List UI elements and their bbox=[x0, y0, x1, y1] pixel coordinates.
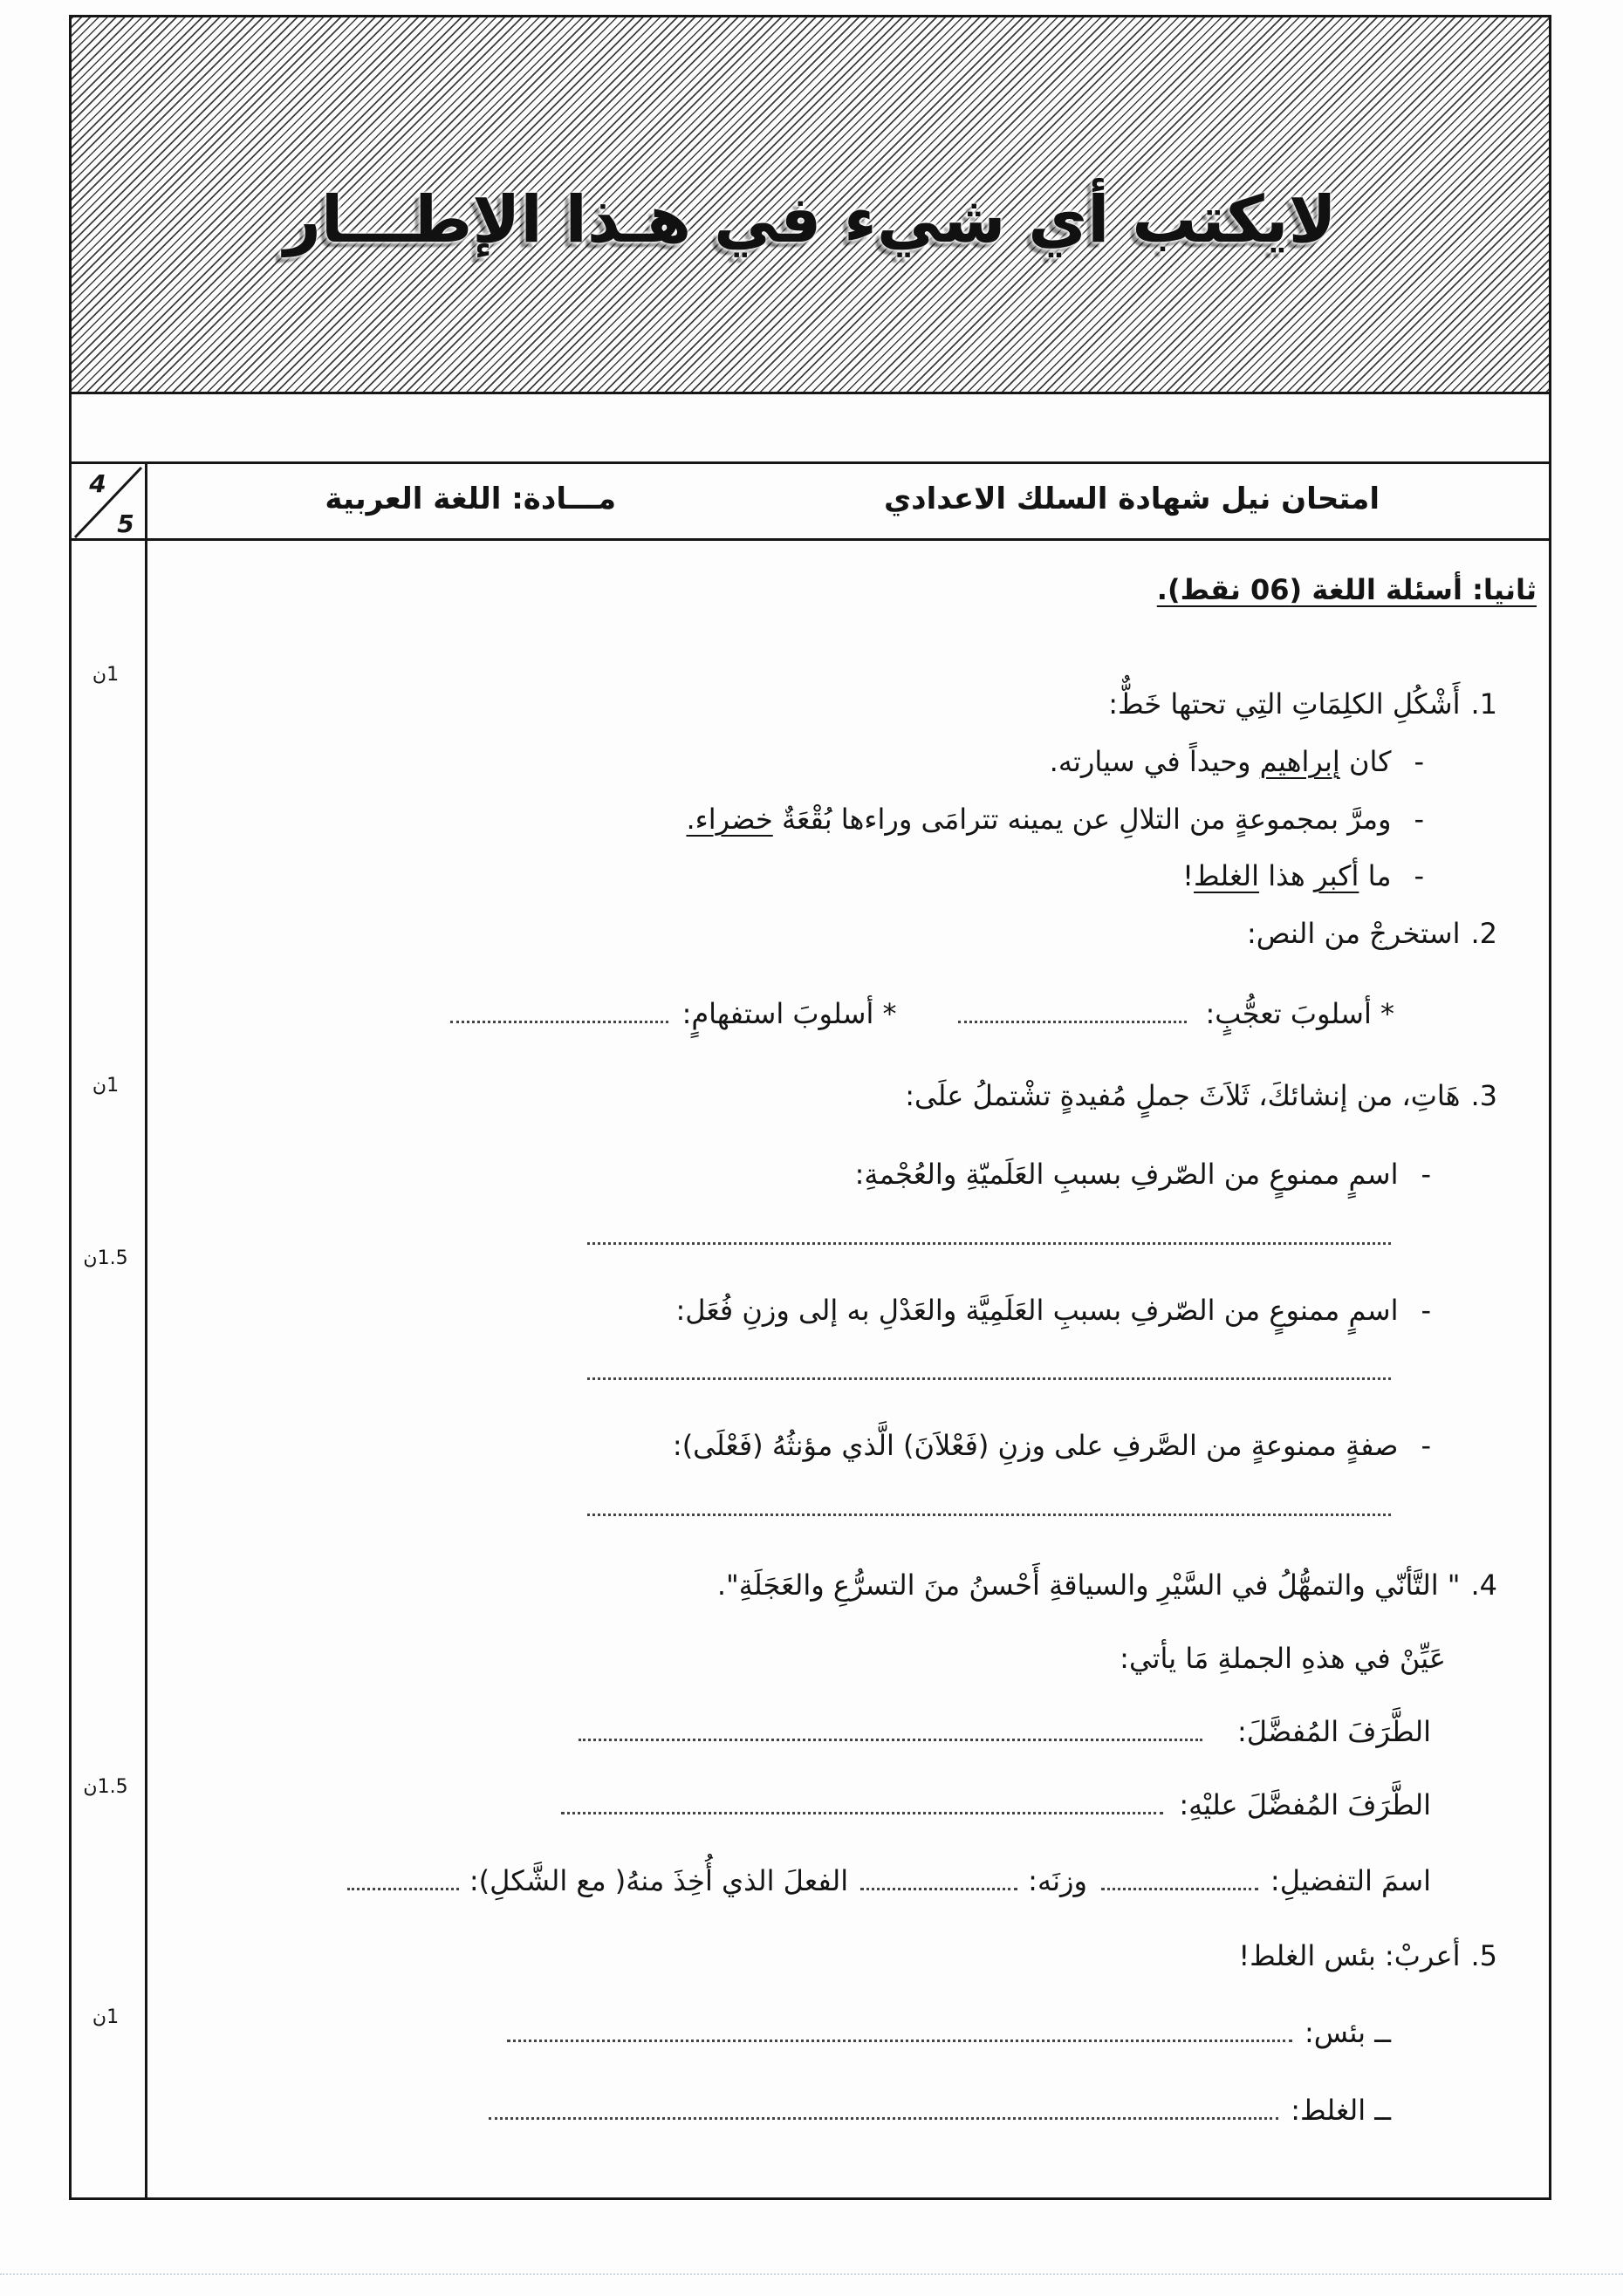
points-label: 1ن bbox=[92, 664, 120, 686]
q4-field-row bbox=[347, 1862, 1431, 1900]
dash-bullet: - bbox=[1414, 803, 1424, 836]
q3-item-text: اسمٍ ممنوعٍ من الصّرفِ بسببِ العَلَمِيَّة والعَدْلِ به إلى وزنِ فُعَل: bbox=[675, 1294, 1399, 1327]
question-prompt: هَاتِ، من إنشائكَ، ثَلاَثَ جملٍ مُفيدةٍ تشْتملُ علَى: bbox=[905, 1079, 1461, 1112]
question-number: 5. bbox=[1470, 1939, 1497, 1972]
field-label: الطَّرَفَ المُفضَّلَ: bbox=[1237, 1715, 1431, 1748]
answer-dots bbox=[507, 2040, 1292, 2042]
underlined-word: خضراء. bbox=[686, 803, 773, 836]
field-label: الطَّرَفَ المُفضَّلَ عليْهِ: bbox=[1179, 1788, 1431, 1821]
q5-field bbox=[507, 2013, 1391, 2052]
question-number: 4. bbox=[1470, 1568, 1497, 1602]
field-label: * أسلوبَ تعجُّبٍ: bbox=[1205, 997, 1394, 1030]
answer-dots bbox=[450, 1021, 668, 1023]
scan-edge-line bbox=[0, 2273, 1623, 2275]
field-label: اسمَ التفضيلِ: bbox=[1270, 1864, 1431, 1897]
dash-bullet: - bbox=[1414, 745, 1424, 778]
q5-field bbox=[489, 2091, 1391, 2129]
question-5 bbox=[1238, 1937, 1497, 1975]
q4-field bbox=[579, 1712, 1431, 1751]
instruction-text: عَيِّنْ في هذهِ الجملةِ مَا يأتي: bbox=[1120, 1642, 1446, 1675]
answer-line bbox=[587, 1242, 1391, 1245]
section-title bbox=[1157, 571, 1537, 609]
page-number-fraction bbox=[72, 464, 145, 539]
question-number: 1. bbox=[1470, 687, 1497, 721]
question-2 bbox=[1247, 914, 1497, 953]
question-number: 2. bbox=[1470, 917, 1497, 950]
question-number: 3. bbox=[1470, 1079, 1497, 1112]
text-segment: ! bbox=[1182, 859, 1194, 892]
question-1 bbox=[1108, 685, 1497, 723]
q3-item bbox=[855, 1155, 1431, 1193]
q3-item-text: اسمٍ ممنوعٍ من الصّرفِ بسببِ العَلَميّةِ والعُجْمةِ: bbox=[854, 1158, 1399, 1191]
points-label: 1.5ن bbox=[83, 1247, 128, 1269]
points-label: 1.5ن bbox=[83, 1776, 128, 1798]
q4-field bbox=[561, 1786, 1431, 1824]
underlined-word: أكبر bbox=[1313, 859, 1359, 892]
points-label: 1ن bbox=[92, 1075, 120, 1097]
dash-bullet: - bbox=[1421, 1294, 1431, 1327]
q3-item bbox=[675, 1291, 1431, 1329]
question-prompt: أعربْ: بئس الغلط! bbox=[1238, 1939, 1461, 1972]
page-total: 5 bbox=[117, 509, 134, 538]
q1-item bbox=[1050, 742, 1424, 781]
text-segment: هذا bbox=[1259, 859, 1314, 892]
q2-fields bbox=[450, 994, 1394, 1033]
dash-bullet: - bbox=[1414, 859, 1424, 892]
answer-dots bbox=[1101, 1888, 1258, 1890]
q1-item-text bbox=[1182, 857, 1391, 895]
question-4 bbox=[717, 1566, 1497, 1604]
dash-bullet: - bbox=[1421, 1158, 1431, 1191]
exam-title: امتحان نيل شهادة السلك الاعدادي bbox=[883, 482, 1380, 516]
field-label: ــ بئس: bbox=[1304, 2016, 1391, 2049]
row-divider bbox=[69, 538, 1551, 541]
page-current: 4 bbox=[89, 469, 106, 498]
answer-dots bbox=[561, 1812, 1163, 1814]
answer-dots bbox=[347, 1888, 459, 1890]
q1-item-text bbox=[1050, 742, 1392, 781]
answer-dots bbox=[489, 2117, 1278, 2120]
answer-line bbox=[587, 1377, 1391, 1380]
field-label: * أسلوبَ استفهامٍ: bbox=[681, 997, 897, 1030]
subject-label: مـــادة: اللغة العربية bbox=[325, 482, 616, 516]
question-prompt: أَشْكُلِ الكلِمَاتِ التِي تحتها خَطٌّ: bbox=[1108, 687, 1461, 721]
answer-dots bbox=[579, 1739, 1202, 1741]
section-title-text: ثانيا: أسئلة اللغة (06 نقط). bbox=[1156, 573, 1537, 606]
question-sentence: " التَّأنّي والتمهُّلُ في السَّيْرِ والسياقةِ أَحْسنُ منَ التسرُّعِ والعَجَلَةِ". bbox=[716, 1568, 1461, 1602]
row-divider bbox=[69, 461, 1551, 464]
margin-column-divider bbox=[145, 462, 147, 2200]
field-label: ــ الغلط: bbox=[1291, 2094, 1391, 2127]
q1-item bbox=[686, 800, 1424, 838]
field-label: الفعلَ الذي أُخِذَ منهُ( مع الشَّكلِ): bbox=[469, 1864, 849, 1897]
dash-bullet: - bbox=[1421, 1429, 1431, 1462]
question-3 bbox=[905, 1076, 1497, 1115]
field-label: وزنَه: bbox=[1028, 1864, 1087, 1897]
text-segment: وحيداً في سيارته. bbox=[1049, 745, 1260, 778]
question-prompt: استخرجْ من النص: bbox=[1247, 917, 1461, 950]
q3-item bbox=[673, 1426, 1431, 1465]
text-segment: ما bbox=[1359, 859, 1392, 892]
q4-instruction bbox=[1120, 1639, 1446, 1678]
answer-dots bbox=[958, 1021, 1187, 1023]
underlined-word: إبراهيم bbox=[1259, 745, 1340, 778]
underlined-word: الغلط bbox=[1194, 859, 1260, 892]
q3-item-text: صفةٍ ممنوعةٍ من الصَّرفِ على وزنِ (فَعْلاَنَ) الَّذي مؤنثُهُ (فَعْلَى): bbox=[672, 1429, 1399, 1462]
q1-item-text bbox=[686, 800, 1391, 838]
answer-line bbox=[587, 1514, 1391, 1516]
points-label: 1ن bbox=[92, 2006, 120, 2028]
row-divider bbox=[69, 392, 1551, 394]
do-not-write-banner: لايكتب أي شيء في هـذا الإطـــار bbox=[284, 182, 1337, 257]
q1-item bbox=[1182, 857, 1424, 895]
text-segment: ومرَّ بمجموعةٍ من التلالِ عن يمينه تترامَى وراءها بُقْعَةٌ bbox=[772, 803, 1392, 836]
text-segment: كان bbox=[1339, 745, 1392, 778]
answer-dots bbox=[860, 1888, 1017, 1890]
